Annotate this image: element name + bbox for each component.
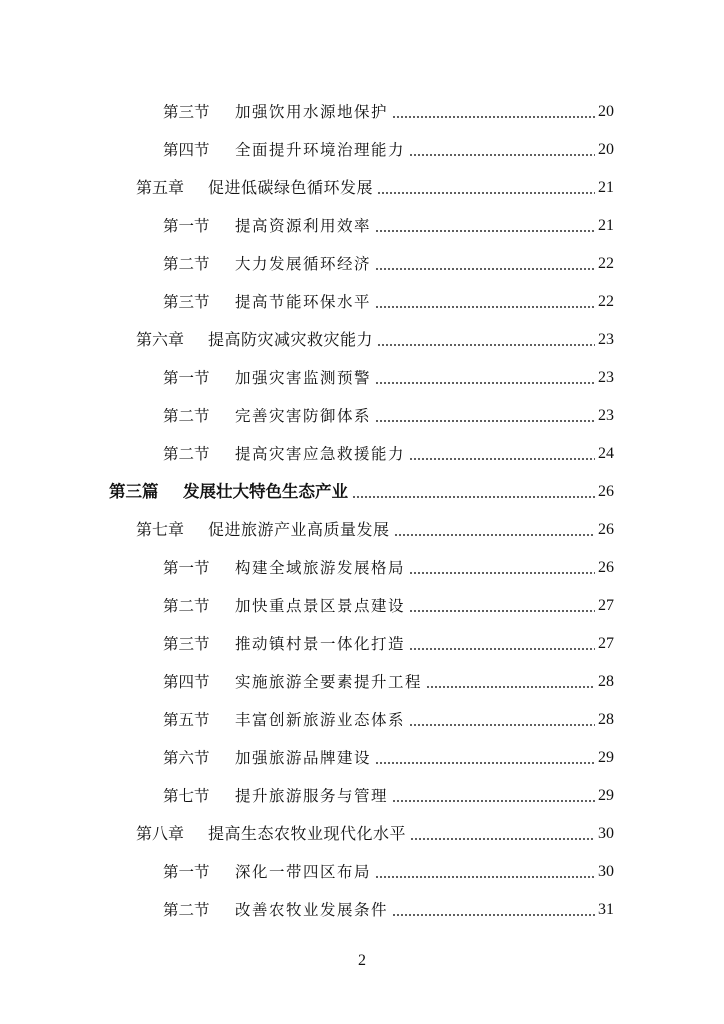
toc-entry-section[interactable] bbox=[163, 742, 614, 768]
dot-leader bbox=[352, 496, 595, 498]
toc-entry-label: 第三节 bbox=[163, 103, 210, 121]
toc-entry-page: 20 bbox=[598, 103, 614, 120]
toc-entry-section[interactable] bbox=[163, 134, 614, 160]
dot-leader bbox=[409, 458, 595, 460]
toc-entry-section[interactable] bbox=[163, 96, 614, 122]
toc-entry-chapter[interactable] bbox=[136, 818, 614, 844]
toc-entry-page: 22 bbox=[598, 293, 614, 310]
toc-entry-section[interactable] bbox=[163, 666, 614, 692]
toc-entry-section[interactable] bbox=[163, 628, 614, 654]
toc-entry-section[interactable] bbox=[163, 438, 614, 464]
toc-entry-title: 实施旅游全要素提升工程 bbox=[235, 673, 423, 691]
toc-entry-page: 21 bbox=[598, 217, 614, 234]
toc-entry-label: 第一节 bbox=[163, 217, 210, 235]
dot-leader bbox=[392, 800, 595, 802]
toc-entry-label: 第六节 bbox=[163, 749, 210, 767]
toc-entry-page: 29 bbox=[598, 749, 614, 766]
toc-entry-page: 22 bbox=[598, 255, 614, 272]
toc-entry-label: 第五节 bbox=[163, 711, 210, 729]
toc-entry-section[interactable] bbox=[163, 210, 614, 236]
toc-entry-page: 27 bbox=[598, 597, 614, 614]
toc-entry-page: 31 bbox=[598, 901, 614, 918]
toc-entry-part[interactable] bbox=[109, 476, 614, 502]
toc-entry-section[interactable] bbox=[163, 894, 614, 920]
toc-entry-section[interactable] bbox=[163, 248, 614, 274]
toc-entry-page: 30 bbox=[598, 825, 614, 842]
toc-entry-page: 20 bbox=[598, 141, 614, 158]
toc-entry-section[interactable] bbox=[163, 856, 614, 882]
toc-entry-label: 第三节 bbox=[163, 293, 210, 311]
dot-leader bbox=[377, 192, 595, 194]
toc-entry-title: 改善农牧业发展条件 bbox=[235, 901, 389, 919]
dot-leader bbox=[409, 648, 595, 650]
toc-entry-section[interactable] bbox=[163, 362, 614, 388]
toc-entry-title: 构建全域旅游发展格局 bbox=[235, 559, 406, 577]
dot-leader bbox=[375, 306, 595, 308]
toc-entry-title: 促进低碳绿色循环发展 bbox=[208, 178, 374, 197]
dot-leader bbox=[409, 610, 595, 612]
toc-entry-page: 30 bbox=[598, 863, 614, 880]
dot-leader bbox=[410, 838, 595, 840]
toc-entry-section[interactable] bbox=[163, 704, 614, 730]
dot-leader bbox=[409, 154, 595, 156]
toc-entry-label: 第一节 bbox=[163, 369, 210, 387]
toc-entry-title: 发展壮大特色生态产业 bbox=[183, 482, 348, 501]
toc-entry-title: 丰富创新旅游业态体系 bbox=[235, 711, 406, 729]
toc-entry-chapter[interactable] bbox=[136, 324, 614, 350]
toc-entry-section[interactable] bbox=[163, 400, 614, 426]
toc-entry-label: 第五章 bbox=[136, 178, 185, 197]
toc-entry-title: 推动镇村景一体化打造 bbox=[235, 635, 406, 653]
toc-entry-label: 第七节 bbox=[163, 787, 210, 805]
toc-entry-page: 26 bbox=[598, 521, 614, 538]
toc-entry-page: 26 bbox=[598, 483, 614, 500]
dot-leader bbox=[375, 876, 595, 878]
toc-entry-title: 提高防灾减灾救灾能力 bbox=[208, 330, 374, 349]
toc-entry-title: 加快重点景区景点建设 bbox=[235, 597, 406, 615]
toc-entry-page: 24 bbox=[598, 445, 614, 462]
toc-entry-label: 第四节 bbox=[163, 673, 210, 691]
dot-leader bbox=[375, 230, 595, 232]
toc-entry-page: 27 bbox=[598, 635, 614, 652]
toc-entry-title: 加强旅游品牌建设 bbox=[235, 749, 372, 767]
toc-entry-label: 第三篇 bbox=[109, 482, 159, 501]
toc-entry-label: 第四节 bbox=[163, 141, 210, 159]
dot-leader bbox=[377, 344, 595, 346]
toc-entry-label: 第六章 bbox=[136, 330, 185, 349]
toc-entry-page: 29 bbox=[598, 787, 614, 804]
toc-entry-title: 促进旅游产业高质量发展 bbox=[208, 520, 390, 539]
toc-entry-section[interactable] bbox=[163, 590, 614, 616]
toc-entry-title: 加强饮用水源地保护 bbox=[235, 103, 389, 121]
dot-leader bbox=[426, 686, 595, 688]
toc-entry-title: 完善灾害防御体系 bbox=[235, 407, 372, 425]
toc-entry-chapter[interactable] bbox=[136, 514, 614, 540]
dot-leader bbox=[375, 268, 595, 270]
toc-entry-title: 全面提升环境治理能力 bbox=[235, 141, 406, 159]
toc-entry-label: 第一节 bbox=[163, 559, 210, 577]
dot-leader bbox=[392, 116, 595, 118]
dot-leader bbox=[375, 420, 595, 422]
toc-entry-title: 大力发展循环经济 bbox=[235, 255, 372, 273]
toc-entry-section[interactable] bbox=[163, 286, 614, 312]
toc-entry-page: 23 bbox=[598, 407, 614, 424]
dot-leader bbox=[375, 382, 595, 384]
toc-entry-title: 提升旅游服务与管理 bbox=[235, 787, 389, 805]
toc-entry-label: 第二节 bbox=[163, 407, 210, 425]
dot-leader bbox=[375, 762, 595, 764]
toc-entry-title: 提高节能环保水平 bbox=[235, 293, 372, 311]
toc-entry-page: 28 bbox=[598, 711, 614, 728]
toc-entry-label: 第二节 bbox=[163, 445, 210, 463]
toc-entry-title: 加强灾害监测预警 bbox=[235, 369, 372, 387]
toc-entry-label: 第七章 bbox=[136, 520, 185, 539]
dot-leader bbox=[409, 572, 595, 574]
toc-entry-label: 第一节 bbox=[163, 863, 210, 881]
dot-leader bbox=[392, 914, 595, 916]
dot-leader bbox=[409, 724, 595, 726]
toc-entry-title: 提高生态农牧业现代化水平 bbox=[208, 824, 407, 843]
toc-entry-label: 第二节 bbox=[163, 901, 210, 919]
toc-entry-section[interactable] bbox=[163, 780, 614, 806]
toc-entry-page: 26 bbox=[598, 559, 614, 576]
toc-entry-label: 第三节 bbox=[163, 635, 210, 653]
toc-entry-label: 第二节 bbox=[163, 255, 210, 273]
toc-entry-page: 21 bbox=[598, 179, 614, 196]
toc-entry-section[interactable] bbox=[163, 552, 614, 578]
toc-entry-page: 23 bbox=[598, 331, 614, 348]
toc-entry-title: 提高资源利用效率 bbox=[235, 217, 372, 235]
toc-entry-chapter[interactable] bbox=[136, 172, 614, 198]
toc-entry-title: 提高灾害应急救援能力 bbox=[235, 445, 406, 463]
toc-entry-page: 23 bbox=[598, 369, 614, 386]
dot-leader bbox=[394, 534, 595, 536]
toc-entry-label: 第八章 bbox=[136, 824, 185, 843]
toc-entry-label: 第二节 bbox=[163, 597, 210, 615]
page-number: 2 bbox=[358, 952, 366, 969]
toc-entry-page: 28 bbox=[598, 673, 614, 690]
toc-entry-title: 深化一带四区布局 bbox=[235, 863, 372, 881]
